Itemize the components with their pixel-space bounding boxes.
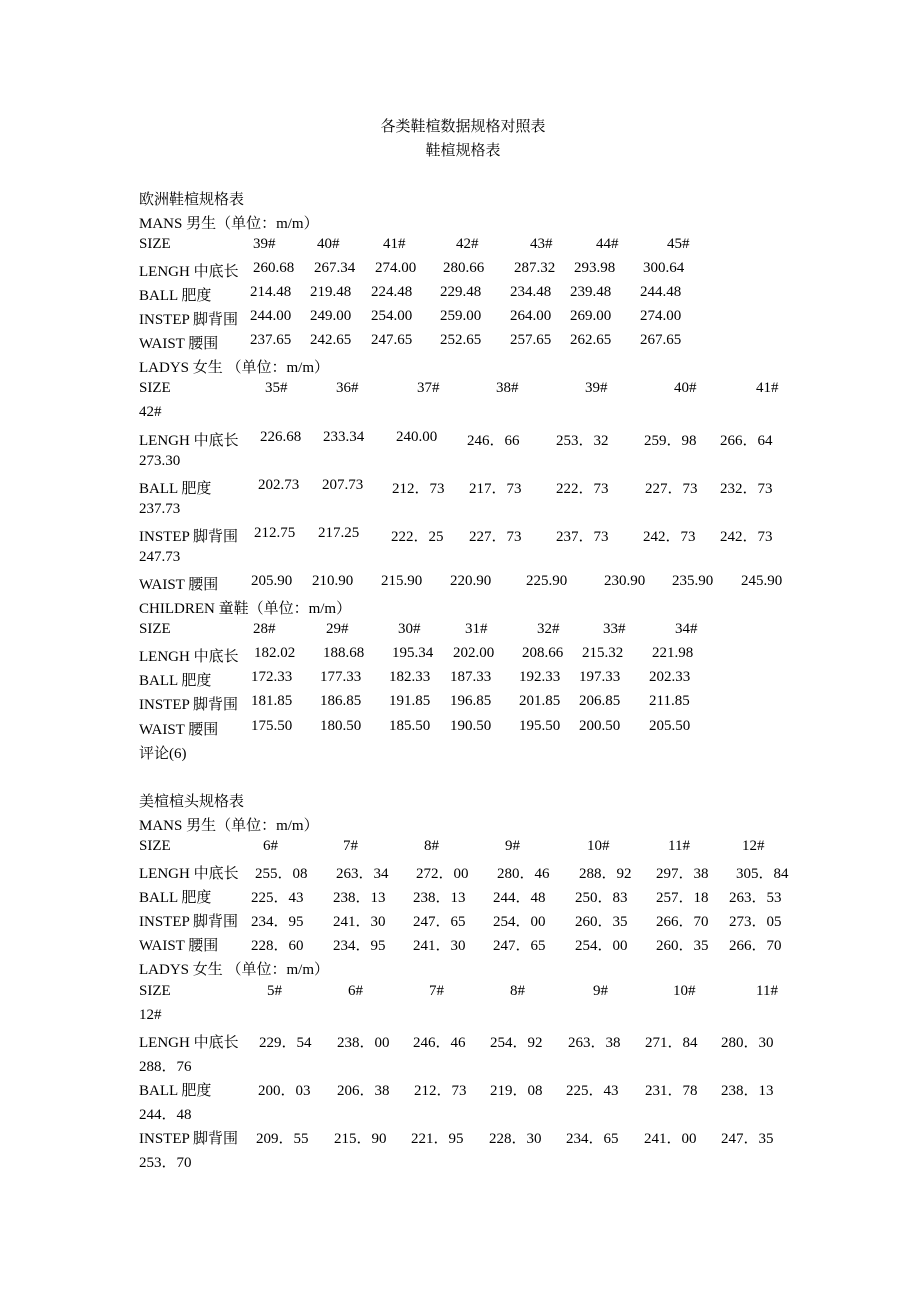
table-cell: 257.65 [510, 332, 552, 348]
table-cell: 42# [456, 236, 479, 252]
table-cell: 30# [398, 621, 421, 637]
row-label: WAIST 腰围 [139, 938, 219, 954]
table-cell: 234．95 [251, 914, 304, 930]
table-cell: 260．35 [575, 914, 628, 930]
table-cell: 186.85 [320, 693, 362, 709]
table-cell: 280．46 [497, 866, 550, 882]
table-cell: 259.00 [440, 308, 482, 324]
table-cell: 237.65 [250, 332, 292, 348]
table-cell: 209．55 [256, 1131, 309, 1147]
table-cell: 228．30 [489, 1131, 542, 1147]
table-cell: 6# [263, 838, 278, 854]
table-cell: 182.33 [389, 669, 431, 685]
table-cell: 206.85 [579, 693, 621, 709]
table-row [0, 1079, 920, 1101]
document-subtitle: 鞋楦规格表 [425, 143, 501, 159]
wrapped-cell: 247.73 [139, 549, 181, 565]
table-row [0, 1127, 920, 1149]
row-label: INSTEP 脚背围 [139, 1131, 239, 1147]
table-cell: 36# [336, 380, 359, 396]
wrapped-cell: 253．70 [139, 1155, 192, 1171]
section-heading: 欧洲鞋楦规格表 [139, 192, 245, 208]
table-cell: 9# [593, 983, 608, 999]
table-cell: 242.65 [310, 332, 352, 348]
table-cell: 220.90 [450, 573, 492, 589]
table-cell: 244.48 [640, 284, 682, 300]
row-label: WAIST 腰围 [139, 577, 219, 593]
table-row [0, 236, 920, 258]
table-cell: 273．05 [729, 914, 782, 930]
table-cell: 211.85 [649, 693, 690, 709]
table-cell: 34# [675, 621, 698, 637]
row-label: SIZE [139, 236, 171, 252]
table-cell: 266．70 [729, 938, 782, 954]
table-cell: 39# [585, 380, 608, 396]
table-cell: 245.90 [741, 573, 783, 589]
table-cell: 41# [383, 236, 406, 252]
table-cell: 215．90 [334, 1131, 387, 1147]
table-row [0, 308, 920, 330]
table-cell: 7# [429, 983, 444, 999]
table-cell: 33# [603, 621, 626, 637]
table-cell: 237．73 [556, 529, 609, 545]
table-cell: 254．92 [490, 1035, 543, 1051]
table-cell: 200．03 [258, 1083, 311, 1099]
table-cell: 28# [253, 621, 276, 637]
row-label: SIZE [139, 838, 171, 854]
row-label: LENGH 中底长 [139, 649, 239, 665]
table-cell: 231．78 [645, 1083, 698, 1099]
row-label: INSTEP 脚背围 [139, 529, 239, 545]
table-cell: 5# [267, 983, 282, 999]
table-cell: 210.90 [312, 573, 354, 589]
table-cell: 212．73 [414, 1083, 467, 1099]
table-cell: 249.00 [310, 308, 352, 324]
table-cell: 202.00 [453, 645, 495, 661]
wrapped-cell: 237.73 [139, 501, 181, 517]
table-cell: 235.90 [672, 573, 714, 589]
wrapped-cell: 288．76 [139, 1059, 192, 1075]
table-cell: 241．30 [413, 938, 466, 954]
table-cell: 205.50 [649, 718, 691, 734]
group-heading: LADYS 女生 （单位：m/m） [139, 962, 330, 978]
table-cell: 35# [265, 380, 288, 396]
wrapped-cell: 244．48 [139, 1107, 192, 1123]
table-cell: 225．43 [566, 1083, 619, 1099]
table-cell: 228．60 [251, 938, 304, 954]
row-label: SIZE [139, 983, 171, 999]
table-row [0, 332, 920, 354]
table-row [0, 380, 920, 402]
table-row [0, 669, 920, 691]
row-label: INSTEP 脚背围 [139, 697, 239, 713]
table-cell: 234．65 [566, 1131, 619, 1147]
table-cell: 263．38 [568, 1035, 621, 1051]
table-cell: 172.33 [251, 669, 293, 685]
table-row [0, 260, 920, 282]
table-cell: 260．35 [656, 938, 709, 954]
table-cell: 227．73 [645, 481, 698, 497]
table-cell: 188.68 [323, 645, 365, 661]
table-row [0, 862, 920, 884]
table-cell: 197.33 [579, 669, 621, 685]
table-cell: 272．00 [416, 866, 469, 882]
table-cell: 10# [673, 983, 696, 999]
table-cell: 185.50 [389, 718, 431, 734]
table-cell: 297．38 [656, 866, 709, 882]
row-label: BALL 肥度 [139, 673, 212, 689]
table-cell: 241．30 [333, 914, 386, 930]
table-cell: 38# [496, 380, 519, 396]
table-cell: 190.50 [450, 718, 492, 734]
table-row [0, 910, 920, 932]
table-row [0, 886, 920, 908]
table-cell: 250．83 [575, 890, 628, 906]
table-cell: 247．65 [493, 938, 546, 954]
table-cell: 222．25 [391, 529, 444, 545]
table-cell: 7# [343, 838, 358, 854]
wrapped-cell: 42# [139, 404, 162, 420]
comments-link: 评论(6) [139, 746, 187, 762]
table-cell: 280.66 [443, 260, 485, 276]
table-cell: 293.98 [574, 260, 616, 276]
table-cell: 259．98 [644, 433, 697, 449]
row-label: BALL 肥度 [139, 890, 212, 906]
table-cell: 263．53 [729, 890, 782, 906]
table-cell: 217．73 [469, 481, 522, 497]
row-label: INSTEP 脚背围 [139, 914, 239, 930]
table-cell: 239.48 [570, 284, 612, 300]
table-cell: 274.00 [640, 308, 682, 324]
table-cell: 266．70 [656, 914, 709, 930]
table-cell: 201.85 [519, 693, 561, 709]
table-cell: 234．95 [333, 938, 386, 954]
table-cell: 242．73 [720, 529, 773, 545]
table-row [0, 429, 920, 451]
table-cell: 41# [756, 380, 779, 396]
table-cell: 262.65 [570, 332, 612, 348]
table-cell: 252.65 [440, 332, 482, 348]
table-cell: 267.34 [314, 260, 356, 276]
table-cell: 32# [537, 621, 560, 637]
table-cell: 244．48 [493, 890, 546, 906]
table-cell: 254．00 [493, 914, 546, 930]
table-cell: 40# [317, 236, 340, 252]
table-cell: 175.50 [251, 718, 293, 734]
table-cell: 255．08 [255, 866, 308, 882]
table-row [0, 718, 920, 740]
table-row [0, 621, 920, 643]
table-cell: 241．00 [644, 1131, 697, 1147]
table-cell: 12# [742, 838, 765, 854]
row-label: LENGH 中底长 [139, 264, 239, 280]
group-heading: MANS 男生（单位：m/m） [139, 818, 319, 834]
group-heading: LADYS 女生 （单位：m/m） [139, 360, 330, 376]
table-cell: 229.48 [440, 284, 482, 300]
table-cell: 10# [587, 838, 610, 854]
row-label: WAIST 腰围 [139, 336, 219, 352]
table-cell: 9# [505, 838, 520, 854]
table-cell: 31# [465, 621, 488, 637]
table-cell: 187.33 [450, 669, 492, 685]
table-cell: 247.65 [371, 332, 413, 348]
group-heading: CHILDREN 童鞋（单位：m/m） [139, 601, 352, 617]
table-row [0, 838, 920, 860]
table-cell: 247．35 [721, 1131, 774, 1147]
table-row [0, 525, 920, 547]
table-cell: 11# [668, 838, 690, 854]
table-cell: 212．73 [392, 481, 445, 497]
document-title: 各类鞋楦数据规格对照表 [380, 119, 546, 135]
table-cell: 254.00 [371, 308, 413, 324]
table-cell: 264.00 [510, 308, 552, 324]
table-cell: 215.90 [381, 573, 423, 589]
table-cell: 253．32 [556, 433, 609, 449]
row-label: BALL 肥度 [139, 288, 212, 304]
table-cell: 180.50 [320, 718, 362, 734]
table-cell: 234.48 [510, 284, 552, 300]
table-row [0, 284, 920, 306]
table-cell: 254．00 [575, 938, 628, 954]
row-label: LENGH 中底长 [139, 433, 239, 449]
table-cell: 225.90 [526, 573, 568, 589]
table-cell: 260.68 [253, 260, 295, 276]
table-cell: 233.34 [323, 429, 365, 445]
table-cell: 215.32 [582, 645, 624, 661]
table-cell: 11# [756, 983, 778, 999]
table-cell: 37# [417, 380, 440, 396]
table-cell: 202.73 [258, 477, 300, 493]
table-cell: 182.02 [254, 645, 296, 661]
table-cell: 8# [510, 983, 525, 999]
table-cell: 244.00 [250, 308, 292, 324]
table-cell: 196.85 [450, 693, 492, 709]
table-cell: 257．18 [656, 890, 709, 906]
row-label: INSTEP 脚背围 [139, 312, 239, 328]
table-cell: 192.33 [519, 669, 561, 685]
table-cell: 214.48 [250, 284, 292, 300]
table-cell: 40# [674, 380, 697, 396]
row-label: WAIST 腰围 [139, 722, 219, 738]
table-cell: 217.25 [318, 525, 360, 541]
table-cell: 238．13 [721, 1083, 774, 1099]
table-cell: 221.98 [652, 645, 694, 661]
table-cell: 39# [253, 236, 276, 252]
table-row [0, 477, 920, 499]
table-cell: 195.50 [519, 718, 561, 734]
table-cell: 246．66 [467, 433, 520, 449]
table-cell: 300.64 [643, 260, 685, 276]
table-cell: 267.65 [640, 332, 682, 348]
table-cell: 219．08 [490, 1083, 543, 1099]
table-row [0, 693, 920, 715]
table-cell: 280．30 [721, 1035, 774, 1051]
table-cell: 208.66 [522, 645, 564, 661]
table-cell: 207.73 [322, 477, 364, 493]
table-cell: 181.85 [251, 693, 293, 709]
row-label: BALL 肥度 [139, 1083, 212, 1099]
table-cell: 8# [424, 838, 439, 854]
table-cell: 266．64 [720, 433, 773, 449]
table-cell: 191.85 [389, 693, 431, 709]
row-label: LENGH 中底长 [139, 1035, 239, 1051]
table-cell: 205.90 [251, 573, 293, 589]
table-cell: 229．54 [259, 1035, 312, 1051]
table-row [0, 645, 920, 667]
table-cell: 206．38 [337, 1083, 390, 1099]
table-cell: 29# [326, 621, 349, 637]
table-cell: 238．13 [413, 890, 466, 906]
table-cell: 230.90 [604, 573, 646, 589]
table-cell: 287.32 [514, 260, 556, 276]
table-cell: 200.50 [579, 718, 621, 734]
table-cell: 271．84 [645, 1035, 698, 1051]
table-cell: 232．73 [720, 481, 773, 497]
table-cell: 226.68 [260, 429, 302, 445]
table-cell: 195.34 [392, 645, 434, 661]
table-row [0, 983, 920, 1005]
table-cell: 45# [667, 236, 690, 252]
table-cell: 288．92 [579, 866, 632, 882]
table-cell: 263．34 [336, 866, 389, 882]
row-label: SIZE [139, 380, 171, 396]
table-cell: 225．43 [251, 890, 304, 906]
table-cell: 238．00 [337, 1035, 390, 1051]
row-label: LENGH 中底长 [139, 866, 239, 882]
table-cell: 202.33 [649, 669, 691, 685]
group-heading: MANS 男生（单位：m/m） [139, 216, 319, 232]
table-cell: 224.48 [371, 284, 413, 300]
table-cell: 177.33 [320, 669, 362, 685]
table-cell: 240.00 [396, 429, 438, 445]
table-cell: 6# [348, 983, 363, 999]
row-label: BALL 肥度 [139, 481, 212, 497]
table-cell: 238．13 [333, 890, 386, 906]
table-cell: 246．46 [413, 1035, 466, 1051]
table-cell: 212.75 [254, 525, 296, 541]
table-row [0, 934, 920, 956]
table-cell: 242．73 [643, 529, 696, 545]
row-label: SIZE [139, 621, 171, 637]
table-row [0, 573, 920, 595]
table-cell: 305．84 [736, 866, 789, 882]
table-cell: 274.00 [375, 260, 417, 276]
section-heading: 美楦楦头规格表 [139, 794, 245, 810]
table-cell: 44# [596, 236, 619, 252]
wrapped-cell: 12# [139, 1007, 162, 1023]
table-cell: 219.48 [310, 284, 352, 300]
table-cell: 269.00 [570, 308, 612, 324]
table-cell: 222．73 [556, 481, 609, 497]
table-cell: 43# [530, 236, 553, 252]
table-cell: 247．65 [413, 914, 466, 930]
table-cell: 221．95 [411, 1131, 464, 1147]
table-cell: 227．73 [469, 529, 522, 545]
wrapped-cell: 273.30 [139, 453, 181, 469]
table-row [0, 1031, 920, 1053]
